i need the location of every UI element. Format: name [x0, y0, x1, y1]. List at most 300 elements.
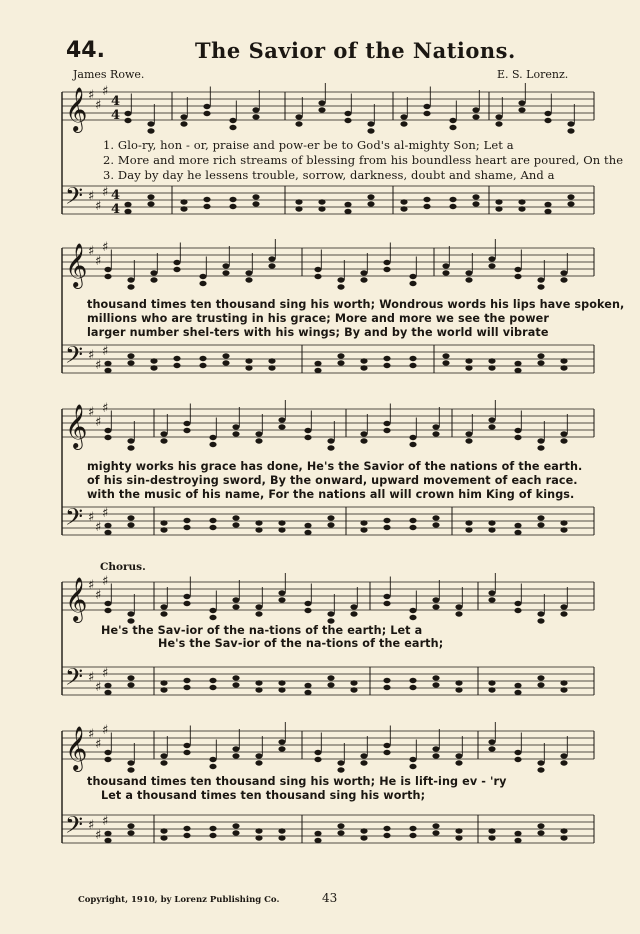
note-head	[104, 608, 111, 613]
note-head	[127, 277, 134, 282]
note-head	[252, 114, 259, 119]
note-head	[318, 107, 325, 112]
note-head	[278, 597, 285, 602]
note-head	[560, 365, 567, 370]
note-head	[203, 204, 210, 209]
note-head	[232, 522, 239, 527]
treble-clef: 𝄞	[65, 87, 88, 131]
note-head	[560, 680, 567, 685]
note-head	[432, 424, 439, 429]
note-head	[104, 368, 111, 373]
note-head	[183, 525, 190, 530]
note-head	[245, 358, 252, 363]
note-head	[127, 445, 134, 450]
note-head	[495, 206, 502, 211]
note-head	[160, 687, 167, 692]
note-head	[180, 121, 187, 126]
page-number: 43	[322, 891, 338, 905]
note-head	[295, 121, 302, 126]
note-head	[295, 114, 302, 119]
verse-line-2: of his sin-destroying sword, By the onward, upward movement of each race.	[87, 474, 578, 487]
note-head	[337, 830, 344, 835]
note-head	[318, 199, 325, 204]
note-head	[304, 428, 311, 433]
note-head	[160, 527, 167, 532]
note-head	[127, 760, 134, 765]
note-head	[104, 267, 111, 272]
note-head	[560, 520, 567, 525]
note-head	[560, 277, 567, 282]
note-head	[350, 604, 357, 609]
note-head	[252, 194, 259, 199]
note-head	[124, 111, 131, 116]
note-head	[278, 520, 285, 525]
note-head	[537, 830, 544, 835]
note-head	[518, 100, 525, 105]
sharp-sign: ♯	[102, 240, 109, 255]
note-head	[150, 358, 157, 363]
note-head	[127, 515, 134, 520]
note-head	[383, 267, 390, 272]
note-head	[183, 421, 190, 426]
note-head	[268, 365, 275, 370]
note-head	[232, 675, 239, 680]
sharp-sign: ♯	[95, 588, 102, 603]
sharp-sign: ♯	[88, 348, 95, 363]
note-head	[124, 209, 131, 214]
note-head	[304, 608, 311, 613]
note-head	[360, 438, 367, 443]
note-head	[455, 687, 462, 692]
note-head	[350, 680, 357, 685]
note-head	[252, 201, 259, 206]
note-head	[455, 835, 462, 840]
note-head	[409, 363, 416, 368]
sharp-sign: ♯	[102, 401, 109, 416]
sharp-sign: ♯	[102, 344, 109, 359]
note-head	[518, 199, 525, 204]
note-head	[180, 114, 187, 119]
note-head	[124, 118, 131, 123]
note-head	[314, 750, 321, 755]
note-head	[183, 750, 190, 755]
note-head	[104, 750, 111, 755]
sharp-sign: ♯	[95, 358, 102, 373]
note-head	[383, 678, 390, 683]
note-head	[127, 360, 134, 365]
note-head	[432, 675, 439, 680]
note-head	[124, 202, 131, 207]
note-head	[409, 615, 416, 620]
note-head	[488, 680, 495, 685]
note-head	[344, 111, 351, 116]
note-head	[337, 277, 344, 282]
note-head	[518, 206, 525, 211]
note-head	[314, 361, 321, 366]
note-head	[127, 675, 134, 680]
note-head	[127, 522, 134, 527]
note-head	[383, 594, 390, 599]
note-head	[537, 360, 544, 365]
note-head	[160, 604, 167, 609]
note-head	[304, 530, 311, 535]
note-head	[360, 828, 367, 833]
note-head	[173, 260, 180, 265]
note-head	[488, 739, 495, 744]
sharp-sign: ♯	[102, 574, 109, 589]
note-head	[432, 515, 439, 520]
note-head	[367, 194, 374, 199]
treble-clef: 𝄞	[65, 404, 88, 448]
note-head	[104, 428, 111, 433]
note-head	[127, 682, 134, 687]
note-head	[255, 835, 262, 840]
note-head	[278, 424, 285, 429]
note-head	[383, 363, 390, 368]
note-head	[209, 518, 216, 523]
note-head	[337, 284, 344, 289]
verse-line-1: 1. Glo-ry, hon - or, praise and pow-er be to God's al-mighty Son; Let a	[103, 138, 514, 152]
note-head	[409, 685, 416, 690]
note-head	[104, 523, 111, 528]
note-head	[442, 360, 449, 365]
note-head	[104, 274, 111, 279]
note-head	[255, 687, 262, 692]
sharp-sign: ♯	[102, 185, 109, 200]
treble-clef: 𝄞	[65, 726, 88, 770]
note-head	[514, 267, 521, 272]
note-head	[514, 750, 521, 755]
note-head	[472, 114, 479, 119]
sharp-sign: ♯	[102, 666, 109, 681]
sharp-sign: ♯	[95, 415, 102, 430]
note-head	[567, 121, 574, 126]
bass-clef: 𝄢	[65, 182, 84, 215]
note-head	[327, 522, 334, 527]
note-head	[209, 833, 216, 838]
note-head	[199, 363, 206, 368]
note-head	[127, 438, 134, 443]
note-head	[104, 838, 111, 843]
note-head	[160, 680, 167, 685]
note-head	[350, 611, 357, 616]
note-head	[209, 525, 216, 530]
sharp-sign: ♯	[95, 254, 102, 269]
note-head	[537, 618, 544, 623]
note-head	[327, 438, 334, 443]
note-head	[295, 206, 302, 211]
note-head	[209, 685, 216, 690]
note-head	[127, 611, 134, 616]
note-head	[383, 743, 390, 748]
note-head	[278, 687, 285, 692]
note-head	[337, 760, 344, 765]
note-head	[537, 682, 544, 687]
note-head	[432, 604, 439, 609]
lyricist-credit: James Rowe.	[73, 68, 145, 81]
note-head	[465, 431, 472, 436]
sharp-sign: ♯	[88, 189, 95, 204]
note-head	[222, 360, 229, 365]
note-head	[360, 270, 367, 275]
note-head	[409, 826, 416, 831]
note-head	[488, 597, 495, 602]
note-head	[278, 417, 285, 422]
note-head	[537, 767, 544, 772]
note-head	[245, 277, 252, 282]
note-head	[245, 365, 252, 370]
sharp-sign: ♯	[88, 818, 95, 833]
note-head	[465, 520, 472, 525]
note-head	[400, 114, 407, 119]
note-head	[183, 428, 190, 433]
note-head	[514, 361, 521, 366]
note-head	[465, 438, 472, 443]
note-head	[465, 365, 472, 370]
sharp-sign: ♯	[88, 88, 95, 103]
note-head	[514, 757, 521, 762]
note-head	[560, 438, 567, 443]
note-head	[518, 107, 525, 112]
note-head	[537, 760, 544, 765]
note-head	[337, 767, 344, 772]
verse-line-3: with the music of his name, For the nations all will crown him King of kings.	[87, 488, 575, 501]
verse-line-1: thousand times ten thousand sing his worth; Wondrous words his lips have spoken,	[87, 298, 625, 311]
chorus-line-4: Let a thousand times ten thousand sing his worth;	[101, 789, 426, 802]
note-head	[104, 435, 111, 440]
note-head	[255, 438, 262, 443]
note-head	[432, 431, 439, 436]
note-head	[180, 199, 187, 204]
note-head	[344, 209, 351, 214]
note-head	[104, 683, 111, 688]
note-head	[455, 828, 462, 833]
note-head	[537, 611, 544, 616]
note-head	[222, 263, 229, 268]
note-head	[472, 107, 479, 112]
note-head	[537, 438, 544, 443]
note-head	[183, 685, 190, 690]
note-head	[409, 833, 416, 838]
note-head	[537, 284, 544, 289]
note-head	[488, 590, 495, 595]
note-head	[222, 270, 229, 275]
note-head	[255, 760, 262, 765]
note-head	[537, 353, 544, 358]
note-head	[514, 608, 521, 613]
note-head	[383, 525, 390, 530]
note-head	[150, 365, 157, 370]
note-head	[488, 746, 495, 751]
note-head	[278, 739, 285, 744]
note-head	[465, 358, 472, 363]
treble-clef: 𝄞	[65, 577, 88, 621]
note-head	[278, 680, 285, 685]
note-head	[147, 128, 154, 133]
note-head	[314, 267, 321, 272]
note-head	[304, 601, 311, 606]
note-head	[255, 828, 262, 833]
note-head	[360, 358, 367, 363]
note-head	[255, 604, 262, 609]
note-head	[560, 604, 567, 609]
note-head	[209, 826, 216, 831]
note-head	[409, 274, 416, 279]
note-head	[495, 199, 502, 204]
note-head	[252, 107, 259, 112]
sharp-sign: ♯	[102, 506, 109, 521]
note-head	[327, 515, 334, 520]
note-head	[278, 746, 285, 751]
note-head	[304, 435, 311, 440]
note-head	[255, 611, 262, 616]
note-head	[567, 194, 574, 199]
treble-clef: 𝄞	[65, 243, 88, 287]
note-head	[180, 206, 187, 211]
note-head	[318, 206, 325, 211]
note-head	[209, 608, 216, 613]
note-head	[127, 353, 134, 358]
note-head	[160, 431, 167, 436]
note-head	[278, 828, 285, 833]
note-head	[199, 274, 206, 279]
note-head	[432, 746, 439, 751]
note-head	[268, 263, 275, 268]
note-head	[409, 435, 416, 440]
note-head	[173, 267, 180, 272]
note-head	[304, 523, 311, 528]
note-head	[173, 363, 180, 368]
note-head	[314, 368, 321, 373]
verse-line-3: 3. Day by day he lessens trouble, sorrow, darkness, doubt and shame, And a	[103, 168, 555, 182]
sharp-sign: ♯	[95, 199, 102, 214]
note-head	[423, 197, 430, 202]
note-head	[383, 826, 390, 831]
note-head	[400, 121, 407, 126]
note-head	[367, 201, 374, 206]
note-head	[255, 527, 262, 532]
note-head	[337, 353, 344, 358]
note-head	[465, 270, 472, 275]
note-head	[488, 424, 495, 429]
note-head	[232, 682, 239, 687]
note-head	[209, 764, 216, 769]
note-head	[209, 435, 216, 440]
note-head	[442, 263, 449, 268]
note-head	[183, 826, 190, 831]
note-head	[514, 530, 521, 535]
note-head	[544, 111, 551, 116]
note-head	[327, 445, 334, 450]
note-head	[537, 515, 544, 520]
note-head	[150, 277, 157, 282]
note-head	[423, 111, 430, 116]
hymn-number: 44.	[66, 38, 105, 63]
time-signature: 4	[111, 108, 121, 123]
note-head	[432, 522, 439, 527]
note-head	[409, 678, 416, 683]
note-head	[209, 757, 216, 762]
note-head	[409, 281, 416, 286]
note-head	[232, 424, 239, 429]
note-head	[544, 202, 551, 207]
note-head	[160, 760, 167, 765]
hymn-title: The Savior of the Nations.	[195, 38, 516, 63]
note-head	[360, 753, 367, 758]
note-head	[514, 428, 521, 433]
bass-clef: 𝄢	[65, 341, 84, 374]
sharp-sign: ♯	[88, 405, 95, 420]
note-head	[537, 522, 544, 527]
note-head	[104, 601, 111, 606]
note-head	[304, 690, 311, 695]
note-head	[472, 201, 479, 206]
chorus-line-3: thousand times ten thousand sing his worth; He is lift-ing ev - 'ry	[87, 775, 507, 788]
chorus-line-1: He's the Sav-ior of the na-tions of the earth; Let a	[101, 624, 423, 637]
sharp-sign: ♯	[88, 244, 95, 259]
sharp-sign: ♯	[95, 680, 102, 695]
note-head	[432, 753, 439, 758]
note-head	[304, 683, 311, 688]
note-head	[209, 678, 216, 683]
note-head	[183, 601, 190, 606]
note-head	[295, 199, 302, 204]
note-head	[449, 118, 456, 123]
note-head	[367, 128, 374, 133]
note-head	[327, 682, 334, 687]
composer-credit: E. S. Lorenz.	[497, 68, 569, 81]
note-head	[327, 618, 334, 623]
note-head	[537, 277, 544, 282]
note-head	[104, 757, 111, 762]
note-head	[383, 428, 390, 433]
note-head	[222, 353, 229, 358]
note-head	[360, 520, 367, 525]
note-head	[432, 597, 439, 602]
note-head	[455, 760, 462, 765]
note-head	[488, 527, 495, 532]
note-head	[514, 368, 521, 373]
note-head	[337, 823, 344, 828]
sharp-sign: ♯	[102, 814, 109, 829]
note-head	[488, 520, 495, 525]
note-head	[455, 753, 462, 758]
note-head	[245, 270, 252, 275]
note-head	[360, 277, 367, 282]
note-head	[514, 831, 521, 836]
sharp-sign: ♯	[95, 520, 102, 535]
note-head	[423, 204, 430, 209]
note-head	[560, 358, 567, 363]
note-head	[127, 284, 134, 289]
note-head	[442, 353, 449, 358]
note-head	[104, 831, 111, 836]
note-head	[314, 274, 321, 279]
note-head	[229, 125, 236, 130]
note-head	[203, 197, 210, 202]
note-head	[147, 201, 154, 206]
note-head	[255, 753, 262, 758]
note-head	[104, 530, 111, 535]
note-head	[232, 597, 239, 602]
sharp-sign: ♯	[102, 723, 109, 738]
note-head	[344, 202, 351, 207]
note-head	[255, 680, 262, 685]
note-head	[337, 360, 344, 365]
bass-clef: 𝄢	[65, 503, 84, 536]
note-head	[199, 281, 206, 286]
sharp-sign: ♯	[102, 84, 109, 99]
